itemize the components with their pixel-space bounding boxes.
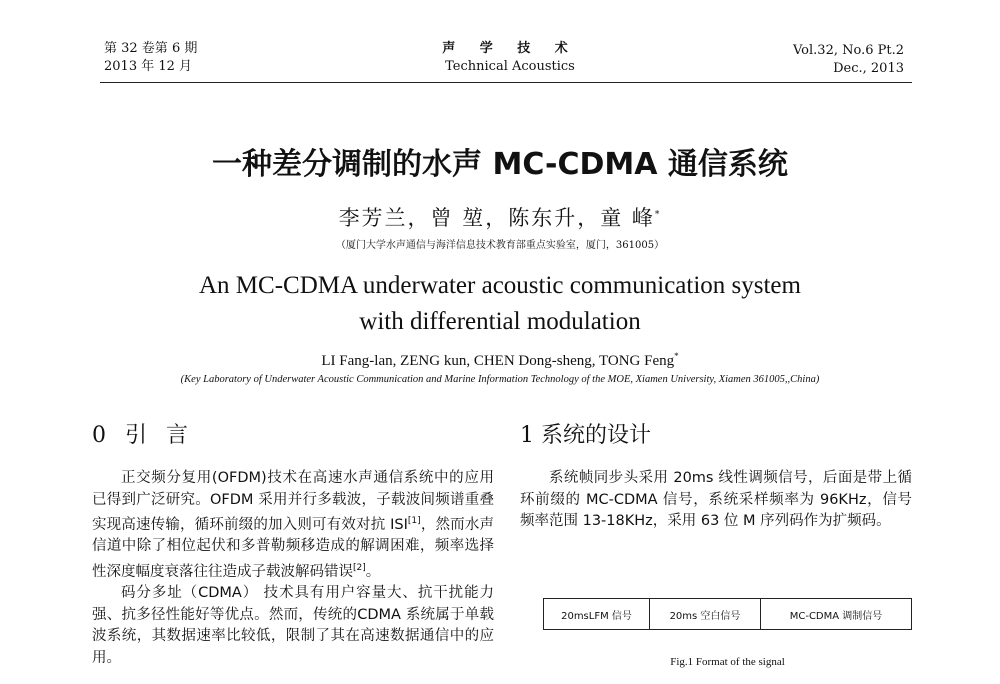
- header-left: [104, 40, 197, 76]
- date-cn: 2013 年 12 月: [104, 59, 193, 74]
- authors-en-mark: *: [674, 351, 679, 361]
- title-en-line2: with differential modulation: [359, 308, 641, 335]
- figure-cell-blank: 20ms 空白信号: [650, 599, 761, 629]
- authors-en: [0, 351, 1000, 370]
- authors-en-text: LI Fang-lan, ZENG kun, CHEN Dong-sheng, TONG Feng: [321, 353, 675, 369]
- section-heading-system-design: 1 系统的设计: [520, 423, 651, 448]
- intro-p1-text-b: ，然而水声信道中除了相位起伏和多普勒频移造成的解调困难，频率选择性深度幅度衰落往往造成子载波解码错误: [92, 516, 494, 580]
- date-en: Dec., 2013: [833, 61, 904, 76]
- title-en-line1: An MC-CDMA underwater acoustic communication system: [199, 272, 801, 299]
- signal-format-figure: [543, 598, 912, 630]
- figure-caption: Fig.1 Format of the signal: [670, 656, 785, 668]
- title-cn: 一种差分调制的水声 MC-CDMA 通信系统: [212, 147, 788, 182]
- volume-en: Vol.32, No.6 Pt.2: [792, 43, 904, 58]
- intro-paragraph-2: 码分多址（CDMA） 技术具有用户容量大、抗干扰能力强、抗多径性能好等优点。然而，传统的CDMA 系统属于单载波系统，其数据速率比较低，限制了其在高速数据通信中的应用。: [92, 585, 494, 666]
- authors-cn: [0, 202, 1000, 232]
- volume-cn: 第 32 卷第 6 期: [104, 41, 198, 56]
- intro-paragraph-1: [92, 468, 494, 583]
- intro-p1-text-c: 。: [365, 563, 381, 580]
- journal-name-cn: 声 学 技 术: [442, 41, 578, 56]
- section-heading-introduction: 0 引 言: [92, 423, 194, 448]
- header-center: [420, 40, 600, 76]
- ref-1: [1]: [407, 516, 421, 526]
- authors-cn-mark: *: [654, 210, 662, 220]
- intro-p1-text-a: 正交频分复用(OFDM)技术在高速水声通信系统中的应用已得到广泛研究。OFDM 采用并行多载波，子载波间频谱重叠实现高速传输，循环前缀的加入则可有效对抗 ISI: [92, 470, 494, 533]
- title-en: [0, 268, 1000, 340]
- ref-2: [2]: [353, 562, 366, 573]
- right-column: [520, 468, 912, 533]
- design-paragraph-1: 系统帧同步头采用 20ms 线性调频信号，后面是带上循环前缀的 MC-CDMA 信号，系统采样频率为 96KHz，信号频率范围 13-18KHz，采用 63 位 M 序列码作为扩频码。: [520, 470, 912, 529]
- authors-cn-text: 李芳兰，曾 堃，陈东升，童 峰: [338, 206, 655, 230]
- header-right: [793, 42, 904, 78]
- figure-cell-lfm: 20msLFM 信号: [544, 599, 650, 629]
- left-column: [92, 468, 494, 669]
- journal-name-en: Technical Acoustics: [445, 59, 575, 74]
- header-rule: [100, 82, 912, 83]
- affiliation-en: (Key Laboratory of Underwater Acoustic Communication and Marine Information Technology of the MOE, Xiamen University, Xiamen 361005,,China): [180, 374, 820, 385]
- affiliation-cn: （厦门大学水声通信与海洋信息技术教育部重点实验室，厦门，361005）: [335, 240, 665, 251]
- figure-cell-mc-cdma: MC-CDMA 调制信号: [789, 610, 883, 622]
